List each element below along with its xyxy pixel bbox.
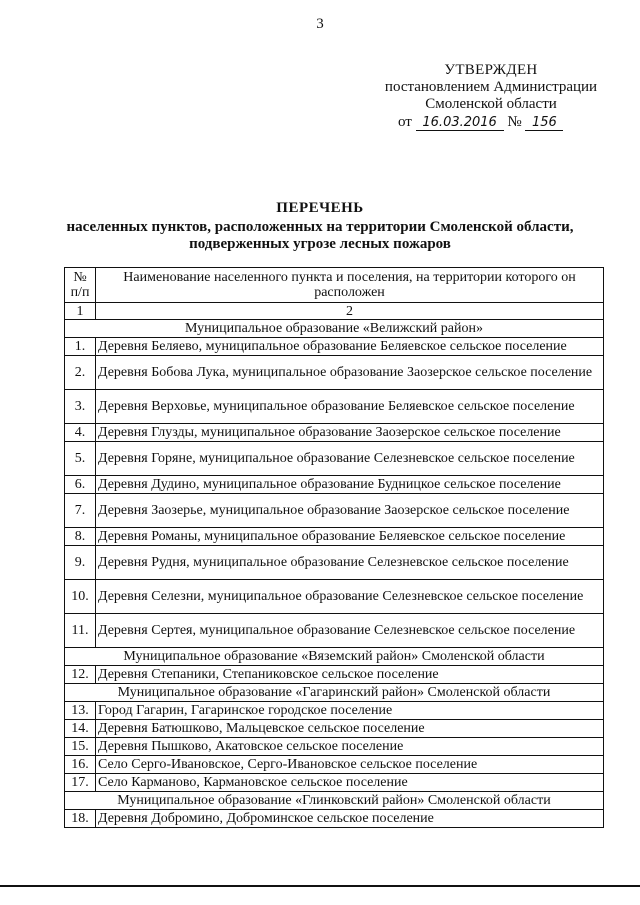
row-number: 6. [65, 476, 96, 494]
settlement-name: Деревня Добромино, Доброминское сельское поселение [96, 810, 604, 828]
approval-title: УТВЕРЖДЕН [444, 62, 538, 78]
settlement-name: Деревня Сертея, муниципальное образование Селезневское сельское поселение [96, 614, 604, 648]
page-number: 3 [316, 16, 324, 32]
section-title: Муниципальное образование «Гагаринский район» Смоленской области [65, 684, 604, 702]
table-row [65, 738, 604, 756]
row-number: 7. [65, 494, 96, 528]
table-section-row [65, 684, 604, 702]
settlement-name: Село Серго-Ивановское, Серго-Ивановское сельское поселение [96, 756, 604, 774]
row-number: 18. [65, 810, 96, 828]
settlement-name: Деревня Верховье, муниципальное образование Беляевское сельское поселение [96, 390, 604, 424]
approval-line-1: постановлением Администрации [384, 79, 598, 95]
section-title: Муниципальное образование «Велижский район» [65, 320, 604, 338]
settlement-name: Деревня Рудня, муниципальное образование Селезневское сельское поселение [96, 546, 604, 580]
settlement-name: Деревня Романы, муниципальное образование Беляевское сельское поселение [96, 528, 604, 546]
approval-reference [376, 114, 606, 131]
handwritten-date: 16.03.2016 [416, 116, 504, 131]
table-row [65, 424, 604, 442]
approval-stamp [376, 62, 606, 131]
row-number: 3. [65, 390, 96, 424]
heading-line-2: подверженных угрозе лесных пожаров [189, 236, 451, 252]
settlement-name: Деревня Бобова Лука, муниципальное образование Заозерское сельское поселение [96, 356, 604, 390]
row-number: 2. [65, 356, 96, 390]
table-section-row [65, 320, 604, 338]
table-row [65, 614, 604, 648]
row-number: 9. [65, 546, 96, 580]
table-row [65, 528, 604, 546]
row-number: 8. [65, 528, 96, 546]
table-row [65, 356, 604, 390]
row-number: 1. [65, 338, 96, 356]
table-row [65, 546, 604, 580]
heading-title: ПЕРЕЧЕНЬ [276, 200, 364, 216]
row-number: 5. [65, 442, 96, 476]
table-section-row [65, 648, 604, 666]
settlement-name: Деревня Заозерье, муниципальное образование Заозерское сельское поселение [96, 494, 604, 528]
table-header-row [65, 268, 604, 303]
table-row [65, 442, 604, 476]
header-num-cell: № п/п [65, 268, 96, 303]
table-row [65, 810, 604, 828]
approval-line-2: Смоленской области [425, 96, 557, 112]
index-name-cell: 2 [96, 303, 604, 320]
index-num-cell: 1 [65, 303, 96, 320]
settlement-name: Деревня Дудино, муниципальное образование Будницкое сельское поселение [96, 476, 604, 494]
row-number: 13. [65, 702, 96, 720]
table-row [65, 702, 604, 720]
table-index-row [65, 303, 604, 320]
row-number: 10. [65, 580, 96, 614]
table-row [65, 774, 604, 792]
row-number: 16. [65, 756, 96, 774]
settlement-name: Деревня Беляево, муниципальное образование Беляевское сельское поселение [96, 338, 604, 356]
settlement-name: Деревня Батюшково, Мальцевское сельское поселение [96, 720, 604, 738]
row-number: 4. [65, 424, 96, 442]
bottom-rule [0, 885, 640, 887]
settlement-name: Деревня Селезни, муниципальное образование Селезневское сельское поселение [96, 580, 604, 614]
row-number: 17. [65, 774, 96, 792]
settlements-table [64, 267, 604, 828]
table-row [65, 494, 604, 528]
settlement-name: Деревня Степаники, Степаниковское сельское поселение [96, 666, 604, 684]
settlement-name: Деревня Пышково, Акатовское сельское поселение [96, 738, 604, 756]
heading-line-1: населенных пунктов, расположенных на территории Смоленской области, [66, 219, 574, 235]
header-name-cell: Наименование населенного пункта и поселения, на территории которого он расположен [96, 268, 604, 303]
document-heading [0, 200, 640, 253]
section-title: Муниципальное образование «Вяземский район» Смоленской области [65, 648, 604, 666]
table-row [65, 476, 604, 494]
table-row [65, 756, 604, 774]
table-row [65, 666, 604, 684]
settlement-name: Деревня Горяне, муниципальное образование Селезневское сельское поселение [96, 442, 604, 476]
table-section-row [65, 792, 604, 810]
row-number: 15. [65, 738, 96, 756]
table-row [65, 580, 604, 614]
row-number: 12. [65, 666, 96, 684]
row-number: 14. [65, 720, 96, 738]
table-row [65, 390, 604, 424]
settlement-name: Село Карманово, Кармановское сельское поселение [96, 774, 604, 792]
settlement-name: Город Гагарин, Гагаринское городское поселение [96, 702, 604, 720]
table-row [65, 720, 604, 738]
from-label: от [398, 114, 412, 130]
table-row [65, 338, 604, 356]
section-title: Муниципальное образование «Глинковский район» Смоленской области [65, 792, 604, 810]
settlement-name: Деревня Глузды, муниципальное образование Заозерское сельское поселение [96, 424, 604, 442]
row-number: 11. [65, 614, 96, 648]
handwritten-number: 156 [525, 116, 563, 131]
number-label: № [507, 114, 522, 130]
